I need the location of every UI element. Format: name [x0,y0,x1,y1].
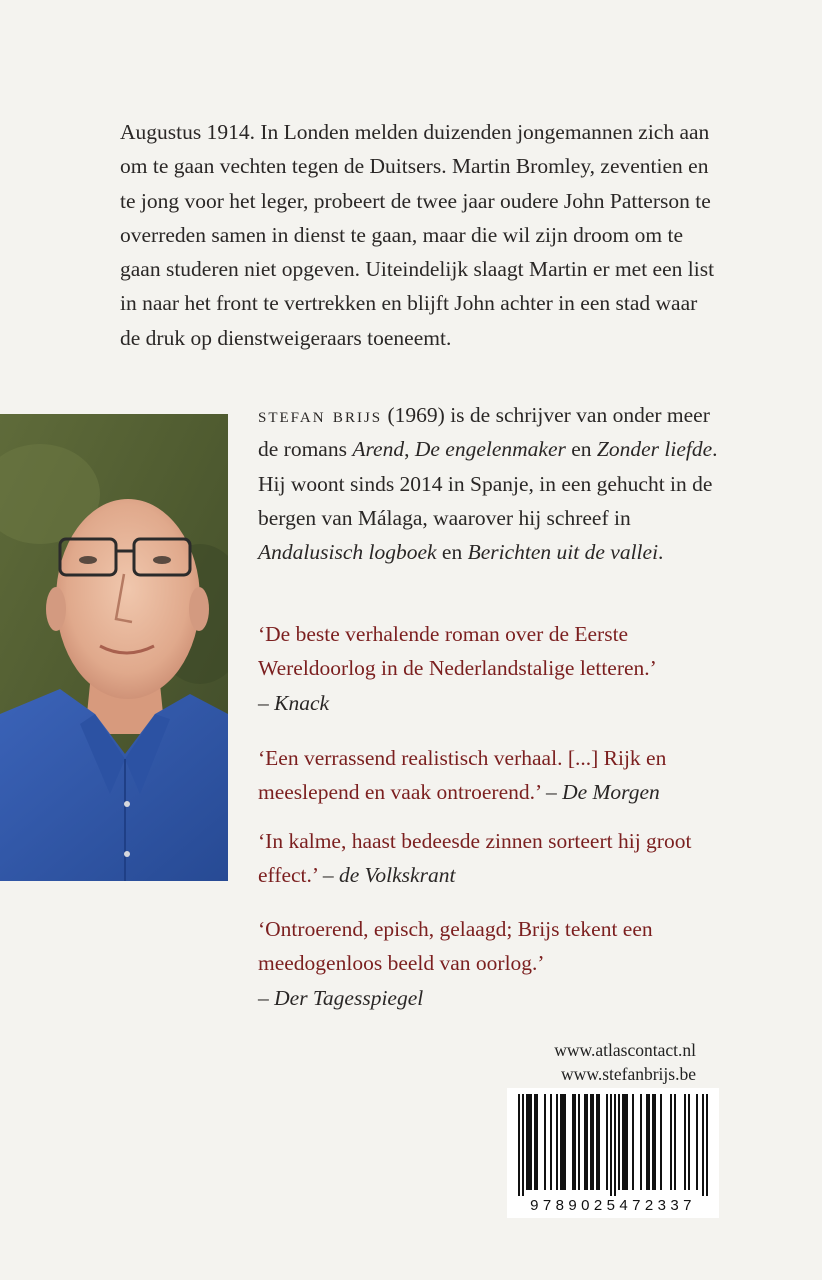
barcode-bar [624,1094,626,1190]
author-bio: stefan brijs (1969) is de schrijver van onder meer de romans Arend, De engelenmaker en Zonder liefde. Hij woont sinds 2014 in Spanje, in een gehucht in de bergen van Málaga, waarover hij schreef in Andalusisch logboek en Berichten uit de vallei. [258,403,718,565]
barcode-bar [632,1094,634,1190]
barcode-bar [670,1094,672,1190]
review-source: – de Volkskrant [322,863,456,888]
publisher-url[interactable]: www.atlascontact.nl [554,1040,696,1060]
review-source: – Knack [258,690,330,715]
review-quote: ‘Ontroerend, episch, gelaagd; Brijs tekent een meedogenloos beeld van oorlog.’ – Der Tagesspiegel [258,912,728,1015]
barcode-bar [606,1094,608,1190]
barcode-bar [578,1094,580,1190]
author-portrait-image [0,414,228,881]
barcode-bar [684,1094,686,1190]
barcode-bar [550,1094,552,1190]
website-links [554,1038,696,1086]
book-title: Berichten uit de vallei [467,540,659,565]
review-quote: ‘In kalme, haast bedeesde zinnen sorteert hij groot effect.’ – de Volkskrant [258,829,692,888]
barcode-bar [652,1094,654,1190]
barcode-bar [596,1094,598,1190]
barcode-bar [648,1094,650,1190]
barcode-bar [660,1094,662,1190]
barcode-bar [598,1094,600,1190]
barcode-image [507,1088,719,1196]
barcode-bar [584,1094,586,1190]
barcode-bar [592,1094,594,1190]
barcode-bar [674,1094,676,1190]
review-quote: ‘Een verrassend realistisch verhaal. [...] Rijk en meeslepend en vaak ontroerend.’ – De Morgen [258,746,667,805]
barcode-bar [586,1094,588,1190]
review-source: – Der Tagesspiegel [258,985,424,1010]
barcode-bar [534,1094,536,1190]
author-photo [0,414,228,881]
barcode-bar [622,1094,624,1190]
barcode-bar [626,1094,628,1190]
isbn-barcode [507,1088,719,1218]
barcode-bar [536,1094,538,1190]
review-source: – De Morgen [545,780,660,805]
barcode-bar [564,1094,566,1190]
barcode-bar [702,1094,704,1196]
book-title: Andalusisch logboek [258,540,437,565]
author-name: stefan brijs [258,403,383,427]
barcode-bar [618,1094,620,1190]
barcode-bar [526,1094,528,1190]
barcode-bar [544,1094,546,1190]
barcode-bar [688,1094,690,1190]
book-title: Zonder liefde [596,437,713,462]
barcode-bar [574,1094,576,1190]
barcode-bar [528,1094,530,1190]
barcode-bar [610,1094,612,1196]
isbn-number: 9789025472337 [530,1197,696,1214]
review-quote: ‘De beste verhalende roman over de Eerste Wereldoorlog in de Nederlandstalige letteren.’ – Knack [258,617,728,720]
barcode-bar [522,1094,524,1196]
book-title: Arend [352,437,405,462]
author-url[interactable]: www.stefanbrijs.be [561,1064,696,1084]
barcode-bar [518,1094,520,1196]
barcode-bar [562,1094,564,1190]
barcode-bar [614,1094,616,1196]
barcode-bar [556,1094,558,1190]
barcode-bar [646,1094,648,1190]
book-title: De engelenmaker [414,437,566,462]
barcode-bar [560,1094,562,1190]
barcode-bar [706,1094,708,1196]
barcode-bar [654,1094,656,1190]
barcode-bar [696,1094,698,1190]
barcode-bar [530,1094,532,1190]
barcode-bar [572,1094,574,1190]
barcode-bar [640,1094,642,1190]
book-blurb: Augustus 1914. In Londen melden duizenden jongemannen zich aan om te gaan vechten tegen de Duitsers. Martin Bromley, zeventien en te jong voor het leger, probeert de twee jaar oudere John Patterson te overreden samen in dienst te gaan, maar die wil zijn droom om te gaan studeren niet opgeven. Uiteindelijk slaagt Martin er met een list in naar het front te vertrekken en blijft John achter in een stad waar de druk op dienstweigeraars toeneemt. [120,120,715,350]
barcode-bar [590,1094,592,1190]
